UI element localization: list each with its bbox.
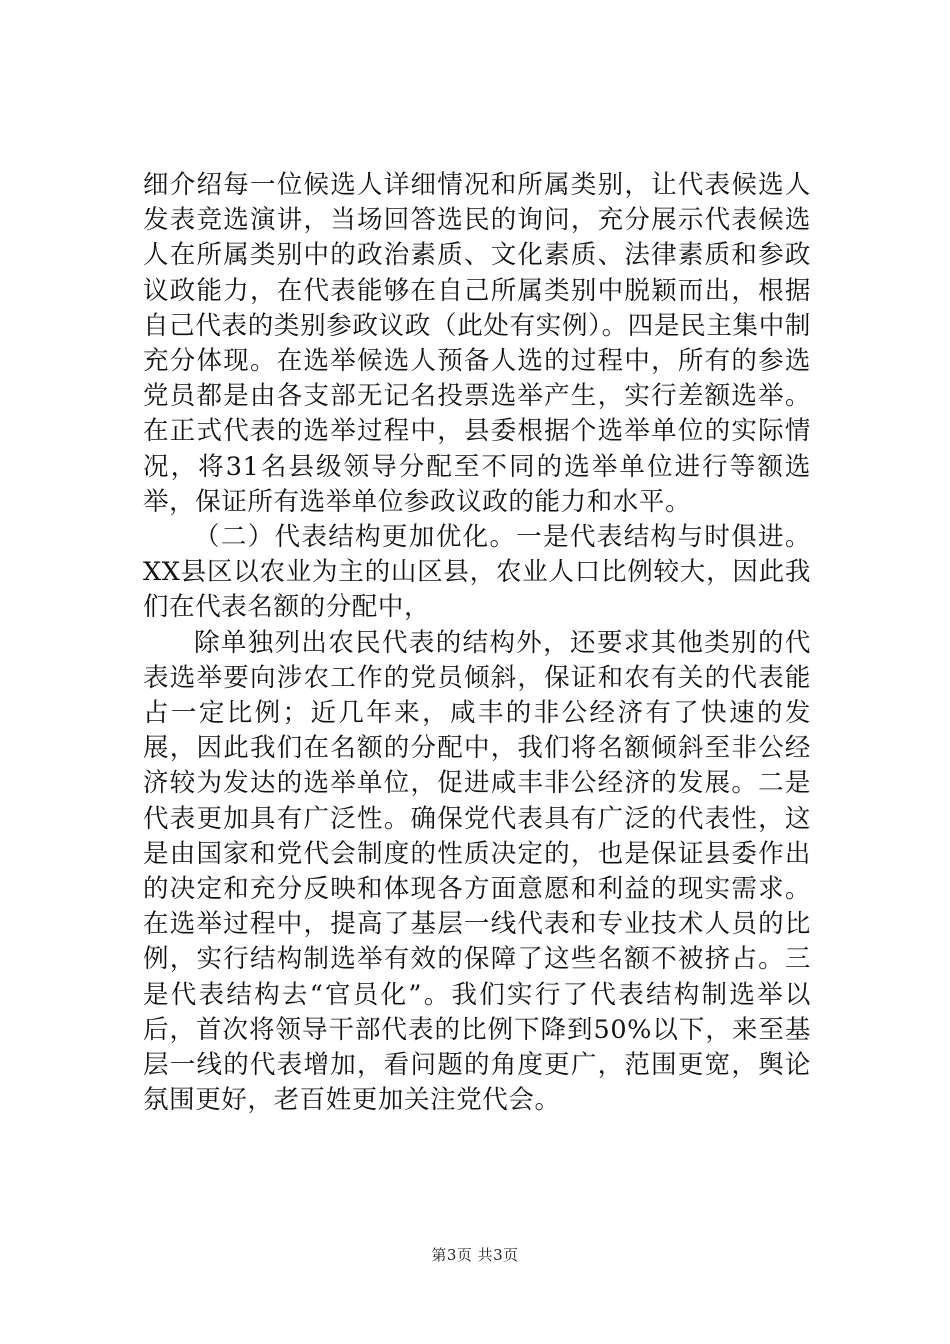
page-footer: 第3页 共3页 (431, 1246, 519, 1264)
document-body (143, 168, 811, 1118)
paragraph-structure-details: 除单独列出农民代表的结构外，还要求其他类别的代表选举要向涉农工作的党员倾斜，保证和农有关的代表能占一定比例；近几年来，咸丰的非公经济有了快速的发展，因此我们在名额的分配中，我们将名额倾斜至非公经济较为发达的选举单位，促进咸丰非公经济的发展。二是代表更加具有广泛性。确保党代表具有广泛的代表性，这是由国家和党代会制度的性质决定的，也是保证县委作出的决定和充分反映和体现各方面意愿和利益的现实需求。在选举过程中，提高了基层一线代表和专业技术人员的比例，实行结构制选举有效的保障了这些名额不被挤占。三是代表结构去“官员化”。我们实行了代表结构制选举以后，首次将领导干部代表的比例下降到50%以下，来至基层一线的代表增加，看问题的角度更广，范围更宽，舆论氛围更好，老百姓更加关注党代会。 (143, 627, 811, 1116)
paragraph-section-two: （二）代表结构更加优化。一是代表结构与时俱进。XX县区以农业为主的山区县，农业人口比例较大，因此我们在代表名额的分配中， (143, 522, 811, 623)
paragraph-continuation: 细介绍每一位候选人详细情况和所属类别，让代表候选人发表竞选演讲，当场回答选民的询问，充分展示代表候选人在所属类别中的政治素质、文化素质、法律素质和参政议政能力，在代表能够在自己所属类别中脱颖而出，根据自己代表的类别参政议政（此处有实例）。四是民主集中制充分体现。在选举候选人预备人选的过程中，所有的参选党员都是由各支部无记名投票选举产生，实行差额选举。在正式代表的选举过程中，县委根据个选举单位的实际情况，将31名县级领导分配至不同的选举单位进行等额选举，保证所有选举单位参政议政的能力和水平。 (143, 170, 811, 517)
